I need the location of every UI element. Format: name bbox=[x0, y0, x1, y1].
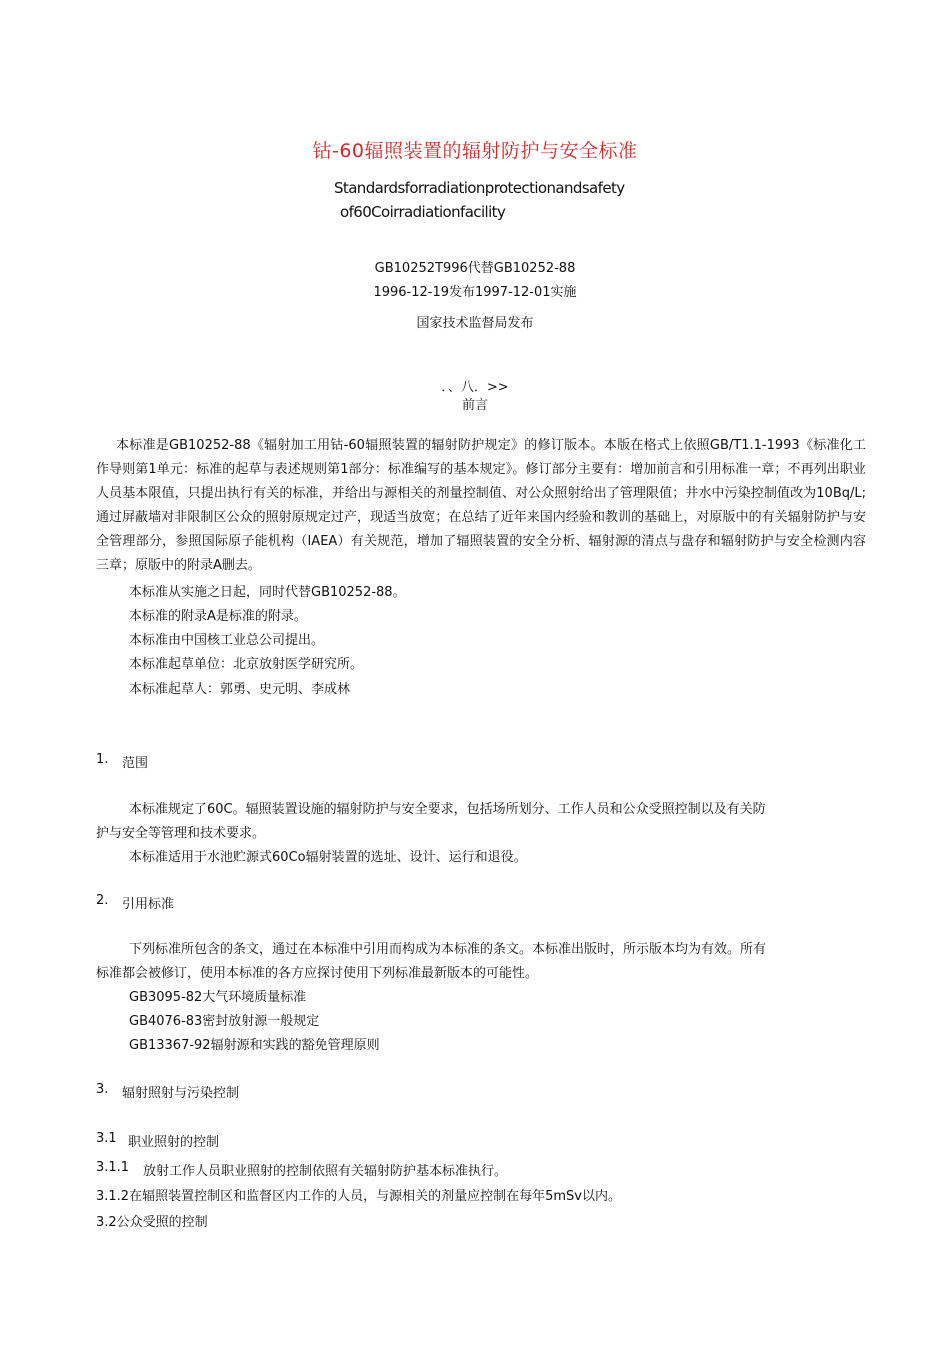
foreword-line: 本标准从实施之日起，同时代替GB10252-88。 bbox=[129, 585, 406, 600]
section-1-paragraph-1-line-2: 护与安全等管理和技术要求。 bbox=[96, 826, 266, 841]
section-3-2-heading: 3.2公众受照的控制 bbox=[96, 1215, 208, 1230]
section-2-number: 2. bbox=[96, 893, 109, 908]
standard-number: GB10252T996代替GB10252-88 bbox=[374, 261, 576, 276]
section-2-title: 引用标准 bbox=[122, 897, 175, 912]
foreword-intro-paragraph: 本标准是GB10252-88《辐射加工用钴-60辐照装置的辐射防护规定》的修订版本。本版在格式上依照GB/T1.1-1993《标准化工作导则第1单元：标准的起草与表述规则第1部分：标准编写的基本规定》。修订部分主要有：增加前言和引用标准一章；不再列出职业人员基本限值，只提出执行有关的标准，并给出与源相关的剂量控制值、对公众照射给出了管理限值；井水中污染控制值改为10Bq/L;通过屏蔽墙对非限制区公众的照射原规定过产，现适当放宽；在总结了近年来国内经验和教训的基础上，对原版中的有关辐射防护与安全管理部分，参照国际原子能机构（IAEA）有关规范，增加了辐照装置的安全分析、辐射源的清点与盘存和辐射防护与安全检测内容三章；原版中的附录A删去。 bbox=[96, 438, 866, 573]
section-3-1-2-text: 3.1.2在辐照装置控制区和监督区内工作的人员，与源相关的剂量应控制在每年5mSv以内。 bbox=[96, 1189, 621, 1204]
publisher: 国家技术监督局发布 bbox=[416, 316, 534, 331]
section-3-1-1-text: 放射工作人员职业照射的控制依照有关辐射防护基本标准执行。 bbox=[143, 1164, 508, 1179]
section-3-1-1-number: 3.1.1 bbox=[96, 1160, 130, 1175]
english-title-line-1: Standardsforradiationprotectionandsafety bbox=[334, 179, 625, 197]
section-3-1-title: 职业照射的控制 bbox=[128, 1135, 220, 1150]
english-title-line-2: of60Coirradiationfacility bbox=[340, 203, 506, 221]
reference-item: GB4076-83密封放射源一般规定 bbox=[129, 1014, 320, 1029]
section-1-paragraph-2: 本标准适用于水池贮源式60Co辐射装置的选址、设计、运行和退役。 bbox=[129, 850, 527, 865]
section-3-number: 3. bbox=[96, 1082, 109, 1097]
document-title: 钴-60辐照装置的辐射防护与安全标准 bbox=[312, 140, 638, 162]
section-1-title: 范围 bbox=[122, 756, 149, 771]
foreword-heading: 前言 bbox=[461, 398, 488, 413]
foreword-line: 本标准由中国核工业总公司提出。 bbox=[129, 633, 325, 648]
section-2-paragraph-line-2: 标准都会被修订，使用本标准的各方应探讨使用下列标准最新版本的可能性。 bbox=[96, 966, 539, 981]
issue-dates: 1996-12-19发布1997-12-01实施 bbox=[373, 285, 577, 300]
section-2-paragraph-line-1: 下列标准所包含的条文，通过在本标准中引用而构成为本标准的条文。本标准出版时，所示版本均为有效。所有 bbox=[129, 942, 767, 957]
section-3-title: 辐射照射与污染控制 bbox=[122, 1086, 240, 1101]
foreword-line: 本标准起草单位：北京放射医学研究所。 bbox=[129, 657, 364, 672]
section-3-1-number: 3.1 bbox=[96, 1131, 117, 1146]
decoration-text: ．、八．>> bbox=[441, 380, 509, 395]
section-1-number: 1. bbox=[96, 752, 109, 767]
reference-item: GB13367-92辐射源和实践的豁免管理原则 bbox=[129, 1038, 380, 1053]
foreword-line: 本标准的附录A是标准的附录。 bbox=[129, 609, 307, 624]
reference-item: GB3095-82大气环境质量标准 bbox=[129, 990, 307, 1005]
section-1-paragraph-1-line-1: 本标准规定了60C。辐照装置设施的辐射防护与安全要求，包括场所划分、工作人员和公众受照控制以及有关防 bbox=[129, 802, 766, 817]
foreword-line: 本标准起草人：郭勇、史元明、李成林 bbox=[129, 682, 351, 697]
